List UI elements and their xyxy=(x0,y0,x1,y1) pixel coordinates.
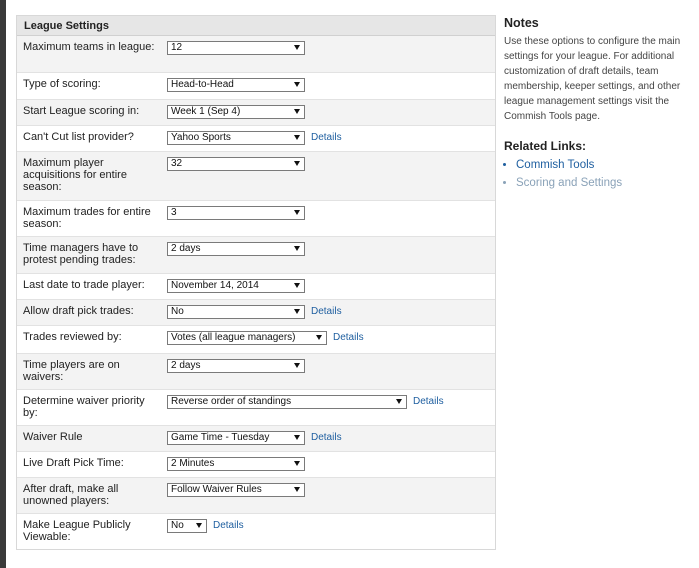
select-value: 32 xyxy=(171,158,183,169)
dropdown-arrow-icon xyxy=(294,109,300,114)
setting-select[interactable] xyxy=(167,331,327,345)
dropdown-arrow-icon xyxy=(294,363,300,368)
notes-title: Notes xyxy=(504,16,539,30)
select-value: No xyxy=(171,306,184,317)
related-links-title: Related Links: xyxy=(504,139,587,153)
setting-label: Time players are on waivers: xyxy=(23,359,120,383)
select-value: Week 1 (Sep 4) xyxy=(171,106,241,117)
details-link[interactable]: Details xyxy=(333,332,364,343)
setting-control xyxy=(155,237,495,273)
details-link[interactable]: Details xyxy=(311,306,342,317)
league-settings-panel xyxy=(16,15,496,550)
setting-control xyxy=(155,478,495,513)
setting-control xyxy=(155,426,495,451)
setting-control xyxy=(155,452,495,477)
setting-row xyxy=(17,513,495,549)
setting-row xyxy=(17,425,495,451)
setting-select[interactable] xyxy=(167,519,207,533)
dropdown-arrow-icon xyxy=(294,309,300,314)
setting-control xyxy=(155,354,495,389)
setting-label: Can't Cut list provider? xyxy=(23,131,134,143)
dropdown-arrow-icon xyxy=(294,435,300,440)
setting-control xyxy=(155,326,495,353)
select-value: Yahoo Sports xyxy=(171,132,231,143)
dropdown-arrow-icon xyxy=(294,487,300,492)
setting-row xyxy=(17,353,495,389)
setting-select[interactable] xyxy=(167,242,305,256)
dropdown-arrow-icon xyxy=(396,399,402,404)
setting-row xyxy=(17,299,495,325)
details-link[interactable]: Details xyxy=(311,432,342,443)
setting-label: Last date to trade player: xyxy=(23,279,145,291)
dropdown-arrow-icon xyxy=(294,461,300,466)
setting-label: Maximum teams in league: xyxy=(23,41,155,53)
setting-row xyxy=(17,389,495,425)
setting-row xyxy=(17,72,495,99)
setting-control xyxy=(155,36,495,72)
setting-control xyxy=(155,126,495,151)
related-links-list xyxy=(504,156,689,192)
setting-label: Allow draft pick trades: xyxy=(23,305,134,317)
setting-row xyxy=(17,325,495,353)
setting-label: Trades reviewed by: xyxy=(23,331,122,343)
panel-title: League Settings xyxy=(17,16,495,36)
notes-section xyxy=(504,15,689,192)
setting-select[interactable] xyxy=(167,41,305,55)
setting-select[interactable] xyxy=(167,483,305,497)
details-link[interactable]: Details xyxy=(413,396,444,407)
details-link[interactable]: Details xyxy=(311,132,342,143)
setting-label: Make League Publicly Viewable: xyxy=(23,519,131,543)
select-value: Votes (all league managers) xyxy=(171,332,296,343)
setting-control xyxy=(155,73,495,99)
setting-control xyxy=(155,100,495,125)
setting-label: Determine waiver priority by: xyxy=(23,395,145,419)
setting-select[interactable] xyxy=(167,157,305,171)
dropdown-arrow-icon xyxy=(294,45,300,50)
dropdown-arrow-icon xyxy=(294,161,300,166)
setting-label: Type of scoring: xyxy=(23,78,101,90)
select-value: 2 days xyxy=(171,243,201,254)
setting-label: Time managers have to protest pending trades: xyxy=(23,242,139,266)
setting-select[interactable] xyxy=(167,279,305,293)
select-value: 3 xyxy=(171,207,177,218)
select-value: 2 days xyxy=(171,360,201,371)
details-link[interactable]: Details xyxy=(213,520,244,531)
setting-control xyxy=(155,300,495,325)
select-value: Head-to-Head xyxy=(171,79,234,90)
setting-label: After draft, make all unowned players: xyxy=(23,483,119,507)
setting-select[interactable] xyxy=(167,131,305,145)
setting-row xyxy=(17,99,495,125)
setting-row xyxy=(17,125,495,151)
link-scoring-and-settings[interactable]: • Scoring and Settings xyxy=(516,174,689,192)
dropdown-arrow-icon xyxy=(316,335,322,340)
setting-control xyxy=(155,152,495,200)
select-value: Game Time - Tuesday xyxy=(171,432,270,443)
setting-label: Waiver Rule xyxy=(23,431,83,443)
setting-row xyxy=(17,477,495,513)
link-commish-tools[interactable]: • Commish Tools xyxy=(516,156,689,174)
setting-row xyxy=(17,451,495,477)
setting-select[interactable] xyxy=(167,105,305,119)
setting-row xyxy=(17,273,495,299)
select-value: Follow Waiver Rules xyxy=(171,484,262,495)
select-value: 12 xyxy=(171,42,183,53)
setting-row xyxy=(17,236,495,273)
dropdown-arrow-icon xyxy=(294,135,300,140)
setting-control xyxy=(155,514,495,549)
settings-rows xyxy=(17,36,495,549)
select-value: 2 Minutes xyxy=(171,458,215,469)
setting-select[interactable] xyxy=(167,78,305,92)
dropdown-arrow-icon xyxy=(294,246,300,251)
setting-control xyxy=(155,390,495,425)
setting-row xyxy=(17,36,495,72)
setting-label: Live Draft Pick Time: xyxy=(23,457,124,469)
setting-select[interactable] xyxy=(167,305,305,319)
dropdown-arrow-icon xyxy=(294,210,300,215)
notes-body: Use these options to configure the main settings for your league. For additional customization of draft details, team membership, keeper settings, and other league management settings visit the Commish Tools page. xyxy=(504,36,681,122)
window-edge xyxy=(0,0,6,568)
dropdown-arrow-icon xyxy=(294,283,300,288)
setting-label: Start League scoring in: xyxy=(23,105,140,117)
setting-label: Maximum player acquisitions for entire season: xyxy=(23,157,127,193)
select-value: Reverse order of standings xyxy=(171,396,292,407)
setting-select[interactable] xyxy=(167,206,305,220)
dropdown-arrow-icon xyxy=(196,523,202,528)
setting-control xyxy=(155,274,495,299)
setting-label: Maximum trades for entire season: xyxy=(23,206,151,230)
setting-row xyxy=(17,151,495,200)
select-value: November 14, 2014 xyxy=(171,280,259,291)
select-value: No xyxy=(171,520,184,531)
setting-control xyxy=(155,201,495,236)
setting-row xyxy=(17,200,495,236)
dropdown-arrow-icon xyxy=(294,82,300,87)
setting-select[interactable] xyxy=(167,431,305,445)
setting-select[interactable] xyxy=(167,359,305,373)
setting-select[interactable] xyxy=(167,457,305,471)
setting-select[interactable] xyxy=(167,395,407,409)
